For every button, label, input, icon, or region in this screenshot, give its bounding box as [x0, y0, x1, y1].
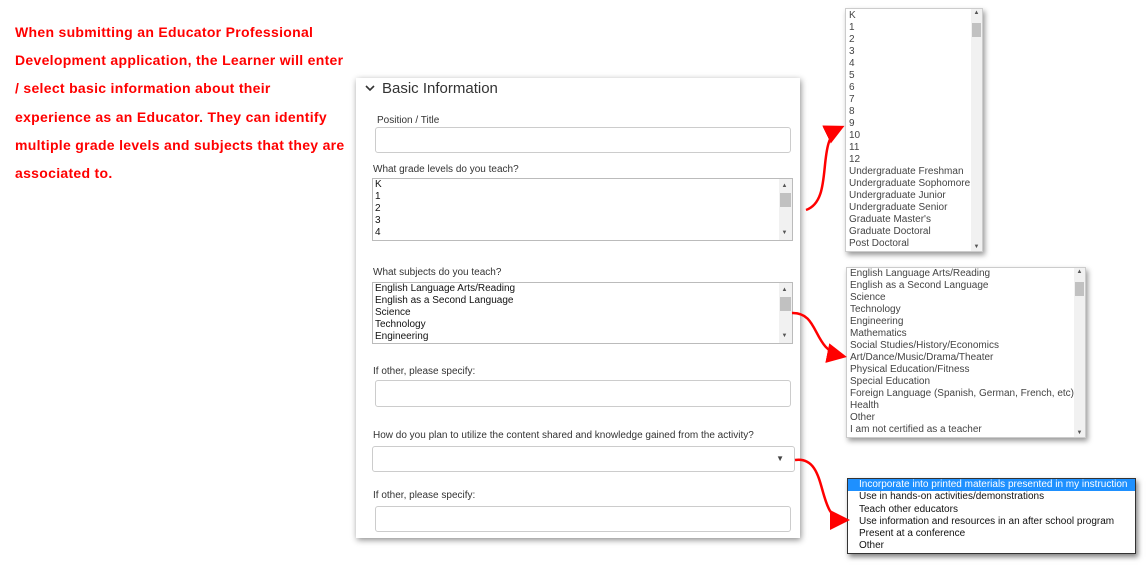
- option[interactable]: 7: [849, 94, 855, 105]
- option[interactable]: 2: [849, 34, 855, 45]
- other-label-2: If other, please specify:: [373, 490, 476, 501]
- arrow-plan: [795, 460, 845, 520]
- option[interactable]: 3: [849, 46, 855, 57]
- option[interactable]: Social Studies/History/Economics: [850, 340, 999, 351]
- option[interactable]: 4: [849, 58, 855, 69]
- option[interactable]: English Language Arts/Reading: [850, 268, 991, 279]
- option[interactable]: Teach other educators: [859, 503, 958, 515]
- option[interactable]: 11: [849, 142, 860, 153]
- option[interactable]: Science: [850, 292, 886, 303]
- other-label: If other, please specify:: [373, 366, 476, 377]
- option[interactable]: Health: [850, 400, 879, 411]
- grades-label: What grade levels do you teach?: [373, 164, 519, 175]
- option[interactable]: Undergraduate Senior: [849, 202, 948, 213]
- option[interactable]: 6: [849, 82, 855, 93]
- intro-annotation: When submitting an Educator Professional Development application, the Learner will enter / select basic information about their experience as an Educator. They can identify multiple grade levels and subjects that they are associated to.: [15, 24, 345, 182]
- option[interactable]: 12: [849, 154, 861, 165]
- option[interactable]: 9: [849, 118, 855, 129]
- scrollbar[interactable]: ▲ ▼: [779, 283, 792, 343]
- option[interactable]: Use in hands-on activities/demonstrations: [859, 491, 1045, 503]
- arrow-grades: [806, 128, 840, 210]
- option[interactable]: Post Doctoral: [849, 238, 910, 249]
- option[interactable]: Mathematics: [850, 328, 907, 339]
- scrollbar[interactable]: ▲ ▼: [971, 9, 982, 251]
- option[interactable]: Undergraduate Sophomore: [849, 178, 971, 189]
- option[interactable]: Use information and resources in an after school program: [859, 515, 1115, 527]
- option[interactable]: Graduate Master's: [849, 214, 931, 225]
- option[interactable]: Technology: [375, 319, 426, 330]
- option[interactable]: K: [849, 10, 856, 21]
- scrollbar[interactable]: ▲ ▼: [1074, 268, 1085, 437]
- option[interactable]: Science: [375, 307, 411, 318]
- option[interactable]: 8: [849, 106, 855, 117]
- position-label: Position / Title: [377, 115, 440, 126]
- option[interactable]: Engineering: [375, 331, 429, 342]
- arrow-subjects: [792, 313, 842, 356]
- option[interactable]: Other: [850, 412, 876, 423]
- scrollbar[interactable]: ▲ ▼: [779, 179, 792, 240]
- option[interactable]: Undergraduate Junior: [849, 190, 946, 201]
- option[interactable]: Undergraduate Freshman: [849, 166, 964, 177]
- option[interactable]: 5: [849, 70, 855, 81]
- caret-down-icon: ▼: [776, 454, 784, 463]
- section-title: Basic Information: [382, 80, 498, 97]
- option[interactable]: 4: [375, 227, 381, 238]
- option[interactable]: 1: [849, 22, 855, 33]
- plan-label: How do you plan to utilize the content shared and knowledge gained from the activity?: [373, 430, 754, 441]
- option[interactable]: K: [375, 179, 382, 190]
- option[interactable]: Graduate Doctoral: [849, 226, 931, 237]
- option[interactable]: 2: [375, 203, 381, 214]
- option[interactable]: English Language Arts/Reading: [375, 283, 516, 294]
- option[interactable]: English as a Second Language: [375, 295, 514, 306]
- option[interactable]: 3: [375, 215, 381, 226]
- option[interactable]: Technology: [850, 304, 901, 315]
- option[interactable]: Art/Dance/Music/Drama/Theater: [850, 352, 994, 363]
- option[interactable]: Physical Education/Fitness: [850, 364, 970, 375]
- option[interactable]: Other: [859, 540, 885, 552]
- option[interactable]: Engineering: [850, 316, 904, 327]
- subjects-label: What subjects do you teach?: [373, 267, 502, 278]
- option[interactable]: 1: [375, 191, 381, 202]
- option[interactable]: English as a Second Language: [850, 280, 989, 291]
- option[interactable]: I am not certified as a teacher: [850, 424, 982, 435]
- option[interactable]: Incorporate into printed materials presented in my instruction: [848, 479, 1135, 491]
- option[interactable]: Foreign Language (Spanish, German, French, etc): [850, 388, 1075, 399]
- option[interactable]: 10: [849, 130, 861, 141]
- option[interactable]: Special Education: [850, 376, 931, 387]
- option[interactable]: Present at a conference: [859, 528, 966, 540]
